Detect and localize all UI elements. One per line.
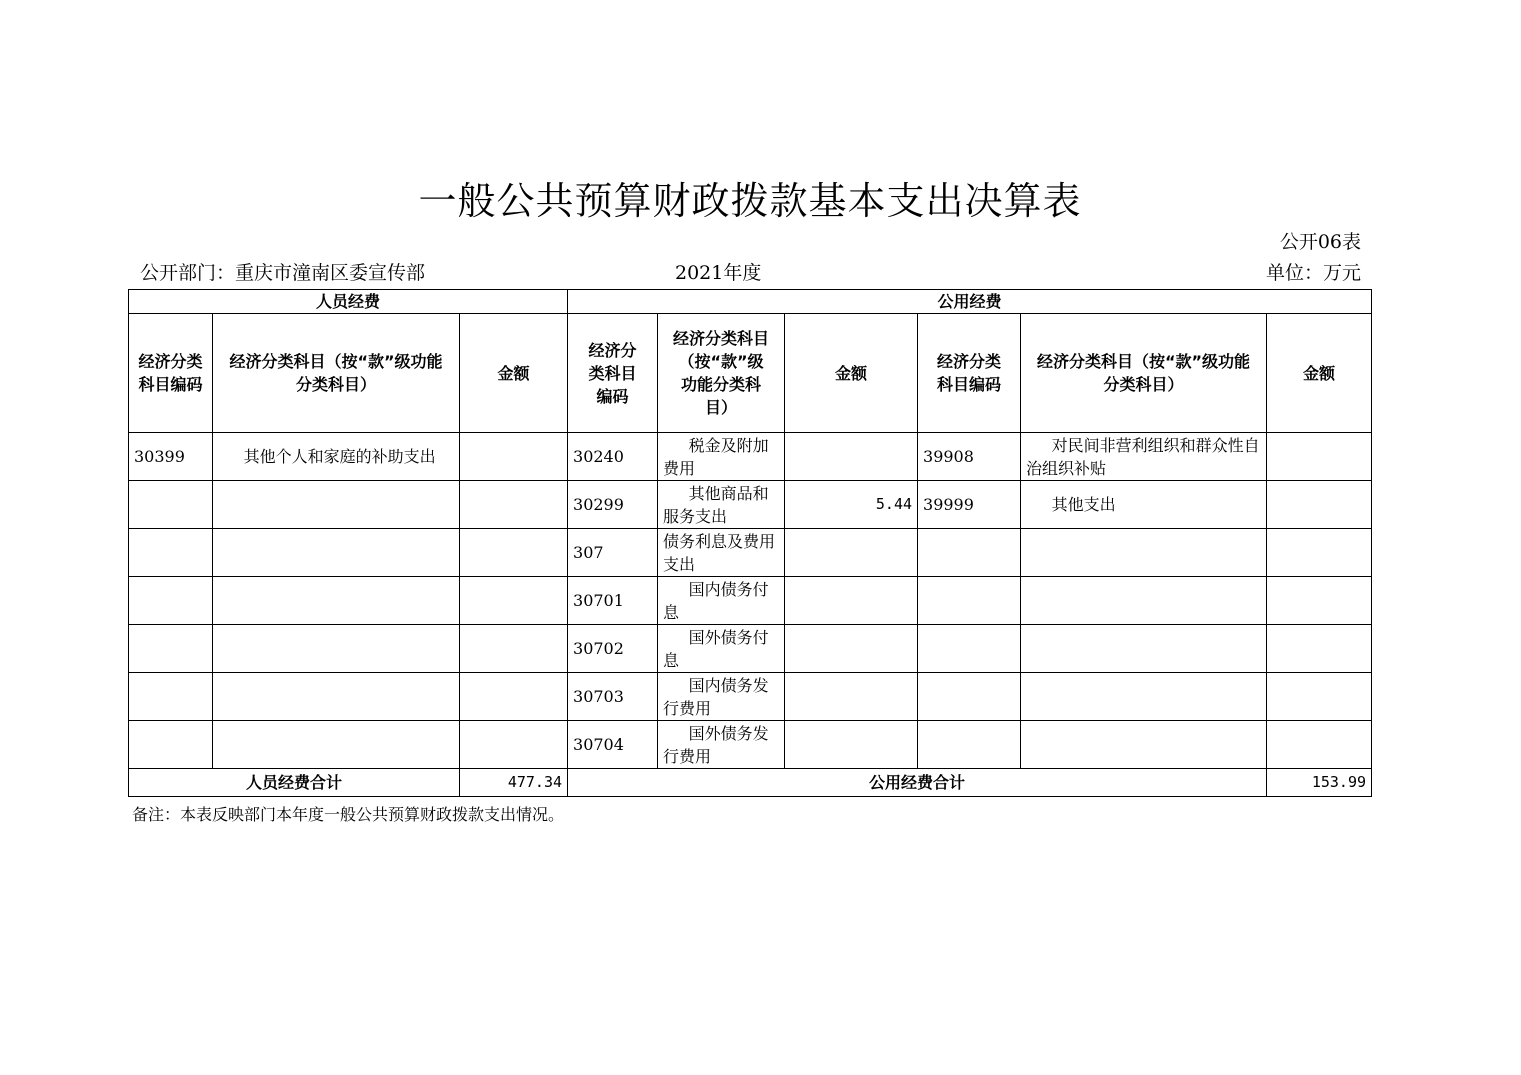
public-amount-cell-2 <box>1267 577 1372 625</box>
personnel-amount-cell <box>460 577 568 625</box>
col-header-amount: 金额 <box>460 314 568 433</box>
fiscal-year: 2021年度 <box>675 262 762 284</box>
public-total-label: 公用经费合计 <box>568 769 1267 797</box>
personnel-code-cell <box>129 481 213 529</box>
table-row <box>129 577 1372 625</box>
public-name-cell-2 <box>1021 577 1267 625</box>
public-amount-cell-2 <box>1267 673 1372 721</box>
public-code-cell-2: 39908 <box>918 433 1021 481</box>
public-name-cell-2: 其他支出 <box>1021 481 1267 529</box>
table-row <box>129 481 1372 529</box>
group-header-personnel: 人员经费 <box>129 290 568 314</box>
public-code-cell-2 <box>918 577 1021 625</box>
public-name-cell-2 <box>1021 721 1267 769</box>
unit-label: 单位：万元 <box>1265 262 1361 284</box>
group-header-row <box>129 290 1372 314</box>
personnel-amount-cell <box>460 481 568 529</box>
public-code-cell-2 <box>918 721 1021 769</box>
form-number: 公开06表 <box>1279 231 1361 253</box>
public-amount-cell-2 <box>1267 433 1372 481</box>
public-amount-cell <box>785 673 918 721</box>
public-code-cell: 30702 <box>568 625 658 673</box>
table-row <box>129 433 1372 481</box>
public-amount-cell <box>785 529 918 577</box>
public-amount-cell <box>785 433 918 481</box>
public-amount-cell: 5.44 <box>785 481 918 529</box>
budget-table <box>128 289 1372 797</box>
personnel-code-cell <box>129 625 213 673</box>
public-name-cell-2: 对民间非营利组织和群众性自治组织补贴 <box>1021 433 1267 481</box>
personnel-code-cell <box>129 529 213 577</box>
personnel-name-cell <box>213 721 460 769</box>
public-code-cell: 307 <box>568 529 658 577</box>
personnel-name-cell <box>213 673 460 721</box>
personnel-code-cell <box>129 673 213 721</box>
personnel-total-value: 477.34 <box>460 769 568 797</box>
personnel-name-cell: 其他个人和家庭的补助支出 <box>213 433 460 481</box>
footnote: 备注：本表反映部门本年度一般公共预算财政拨款支出情况。 <box>132 805 565 824</box>
public-code-cell-2: 39999 <box>918 481 1021 529</box>
totals-row <box>129 769 1372 797</box>
public-name-cell: 其他商品和服务支出 <box>658 481 785 529</box>
public-amount-cell <box>785 625 918 673</box>
col-header-name: 经济分类科目（按“款”级功能分类科目） <box>213 314 460 433</box>
public-amount-cell <box>785 577 918 625</box>
personnel-code-cell <box>129 721 213 769</box>
public-code-cell: 30240 <box>568 433 658 481</box>
public-amount-cell-2 <box>1267 481 1372 529</box>
personnel-code-cell: 30399 <box>129 433 213 481</box>
page-title: 一般公共预算财政拨款基本支出决算表 <box>418 179 1082 223</box>
public-name-cell: 国外债务付息 <box>658 625 785 673</box>
group-header-public: 公用经费 <box>568 290 1372 314</box>
col-header-code: 经济分类科目编码 <box>129 314 213 433</box>
table-row <box>129 721 1372 769</box>
public-code-cell: 30704 <box>568 721 658 769</box>
public-name-cell: 国外债务发行费用 <box>658 721 785 769</box>
personnel-amount-cell <box>460 625 568 673</box>
personnel-name-cell <box>213 625 460 673</box>
column-header-row <box>129 314 1372 433</box>
public-code-cell-2 <box>918 625 1021 673</box>
col-header-name: 经济分类科目（按“款”级功能分类科目） <box>658 314 785 433</box>
meta-row <box>140 258 1361 284</box>
table-row <box>129 529 1372 577</box>
public-total-value: 153.99 <box>1267 769 1372 797</box>
public-amount-cell-2 <box>1267 625 1372 673</box>
public-code-cell-2 <box>918 673 1021 721</box>
public-name-cell-2 <box>1021 625 1267 673</box>
table-row <box>129 625 1372 673</box>
col-header-code: 经济分类科目编码 <box>918 314 1021 433</box>
public-amount-cell <box>785 721 918 769</box>
personnel-total-label: 人员经费合计 <box>129 769 460 797</box>
public-name-cell: 国内债务发行费用 <box>658 673 785 721</box>
public-name-cell-2 <box>1021 673 1267 721</box>
personnel-name-cell <box>213 577 460 625</box>
personnel-amount-cell <box>460 673 568 721</box>
col-header-amount: 金额 <box>785 314 918 433</box>
public-code-cell: 30299 <box>568 481 658 529</box>
public-code-cell: 30701 <box>568 577 658 625</box>
public-name-cell-2 <box>1021 529 1267 577</box>
col-header-amount: 金额 <box>1267 314 1372 433</box>
table-row <box>129 673 1372 721</box>
personnel-amount-cell <box>460 433 568 481</box>
col-header-code: 经济分类科目编码 <box>568 314 658 433</box>
public-name-cell: 税金及附加费用 <box>658 433 785 481</box>
personnel-amount-cell <box>460 529 568 577</box>
col-header-name: 经济分类科目（按“款”级功能分类科目） <box>1021 314 1267 433</box>
public-code-cell-2 <box>918 529 1021 577</box>
personnel-name-cell <box>213 481 460 529</box>
public-name-cell: 国内债务付息 <box>658 577 785 625</box>
public-code-cell: 30703 <box>568 673 658 721</box>
public-name-cell: 债务利息及费用支出 <box>658 529 785 577</box>
personnel-code-cell <box>129 577 213 625</box>
public-amount-cell-2 <box>1267 529 1372 577</box>
department-label: 公开部门：重庆市潼南区委宣传部 <box>140 262 426 284</box>
personnel-amount-cell <box>460 721 568 769</box>
public-amount-cell-2 <box>1267 721 1372 769</box>
personnel-name-cell <box>213 529 460 577</box>
